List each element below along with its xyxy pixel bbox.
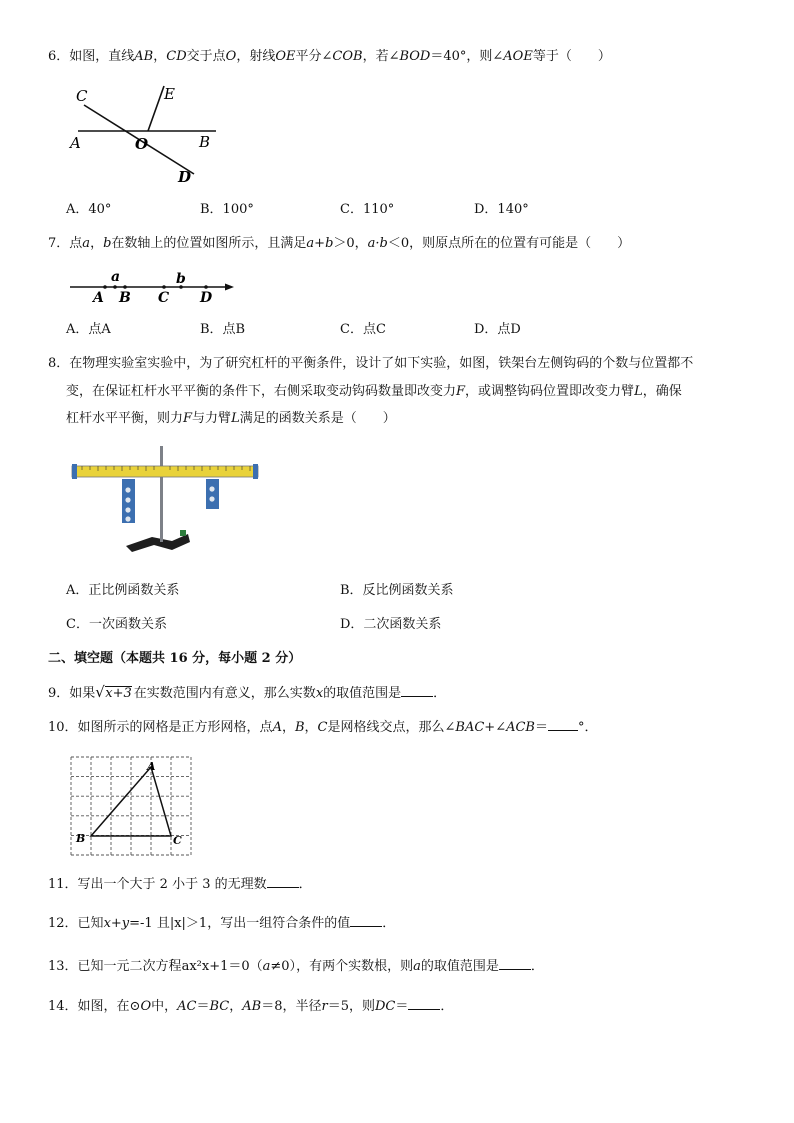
- q8-right-weight-hanger: [206, 479, 219, 509]
- q10-grid-figure: [70, 756, 194, 856]
- q7-option-d: D．点D: [474, 322, 521, 337]
- q6-label-a: A: [70, 134, 81, 152]
- q6-label-b: B: [199, 133, 211, 151]
- q8-stand-rod: [160, 446, 163, 542]
- q7-tick-d: [204, 285, 208, 289]
- q8-left-weight-2: [125, 497, 130, 502]
- q14-answer-blank[interactable]: [408, 996, 440, 1010]
- q13-stem: 13．已知一元二次方程ax²x+1＝0（a≠0），有两个实数根，则a的取值范围是 ．: [48, 956, 544, 977]
- q14-stem: 14．如图，在⊙O中，AC＝BC，AB＝8，半径r＝5，则DC＝ ．: [48, 996, 453, 1017]
- q10-answer-blank[interactable]: [548, 717, 578, 731]
- q7-label-b-lower: b: [176, 271, 186, 287]
- q6-option-a: A．40°: [66, 202, 112, 217]
- q7-label-C: C: [158, 290, 170, 306]
- q7-option-b: B．点B: [200, 322, 246, 337]
- q8-option-b: B．反比例函数关系: [340, 583, 454, 598]
- q6-label-o: O: [135, 135, 149, 153]
- q7-label-A: A: [93, 290, 104, 306]
- q8-right-weight-2: [209, 496, 214, 501]
- q8-stem-line-3: 杠杆水平平衡，则力F与力臂L满足的函数关系是（ ）: [66, 411, 396, 426]
- q6-figure: [66, 78, 226, 190]
- q7-tick-b: [123, 285, 127, 289]
- q8-lever-ruler: [72, 466, 258, 477]
- q6-label-c: C: [76, 87, 88, 105]
- q10-label-b: B: [76, 832, 86, 845]
- q10-stem: 10．如图所示的网格是正方形网格，点A，B，C是网格线交点，那么∠BAC+∠ACB＝ °．: [48, 717, 598, 738]
- q7-tick-c: [162, 285, 166, 289]
- q7-label-a-lower: a: [111, 269, 121, 285]
- q9-radical-icon: √: [95, 683, 105, 701]
- q7-tick-a: [103, 285, 107, 289]
- q9-answer-blank[interactable]: [401, 683, 433, 697]
- q8-ruler-end-left: [72, 464, 77, 479]
- q7-option-a: A．点A: [66, 322, 111, 337]
- q8-option-a: A．正比例函数关系: [66, 583, 180, 598]
- q6-option-b: B．100°: [200, 202, 254, 217]
- q12-stem: 12．已知x+y=-1 且|x|＞1，写出一组符合条件的值 ．: [48, 913, 395, 934]
- q10-label-a: A: [147, 760, 156, 773]
- q6-ray-oe: [148, 86, 164, 131]
- q7-point-a: [113, 285, 117, 289]
- q8-stand-knob: [180, 530, 186, 536]
- q8-stand-base: [126, 534, 190, 552]
- q8-left-weight-1: [125, 487, 130, 492]
- q7-number-line: [66, 266, 238, 306]
- q11-answer-blank[interactable]: [267, 874, 299, 888]
- q8-lever-photo: [68, 442, 262, 566]
- q8-option-c: C．一次函数关系: [66, 617, 167, 632]
- q8-stem-line-1: 8．在物理实验室实验中，为了研究杠杆的平衡条件，设计了如下实验，如图，铁架台左侧钩码的个数与位置都不: [48, 356, 694, 371]
- q6-stem: 6．如图，直线AB，CD交于点O，射线OE平分∠COB，若∠BOD＝40°，则∠AOE等于（ ）: [48, 49, 611, 64]
- q6-option-c: C．110°: [340, 202, 395, 217]
- q8-left-weight-3: [125, 507, 130, 512]
- q10-label-c: C: [173, 834, 182, 847]
- q12-answer-blank[interactable]: [350, 913, 382, 927]
- q6-label-e: E: [164, 85, 175, 103]
- q7-label-D: D: [200, 290, 213, 306]
- q11-stem: 11．写出一个大于 2 小于 3 的无理数 ．: [48, 874, 312, 895]
- section-2-heading: 二、填空题（本题共 16 分，每小题 2 分）: [48, 651, 302, 666]
- q7-option-c: C．点C: [340, 322, 386, 337]
- q8-ruler-end-right: [253, 464, 258, 479]
- q7-stem: 7．点a，b在数轴上的位置如图所示，且满足a+b＞0，a·b＜0，则原点所在的位置有可能是（ ）: [48, 236, 631, 251]
- q8-left-weight-4: [125, 516, 130, 521]
- q7-axis-arrow-icon: [225, 284, 234, 291]
- q9-stem: 9．如果 √ x+3 在实数范围内有意义，那么实数x的取值范围是 ．: [48, 683, 446, 704]
- q13-answer-blank[interactable]: [499, 956, 531, 970]
- q8-right-weight-1: [209, 486, 214, 491]
- q7-label-B: B: [119, 290, 131, 306]
- q9-sqrt: √ x+3: [95, 683, 132, 701]
- q8-stem-line-2: 变，在保证杠杆水平平衡的条件下，右侧采取变动钩码数量即改变力F，或调整钩码位置即改变力臂L，确保: [66, 384, 682, 399]
- q6-label-d: D: [178, 168, 192, 186]
- q8-option-d: D．二次函数关系: [340, 617, 442, 632]
- q6-option-d: D．140°: [474, 202, 529, 217]
